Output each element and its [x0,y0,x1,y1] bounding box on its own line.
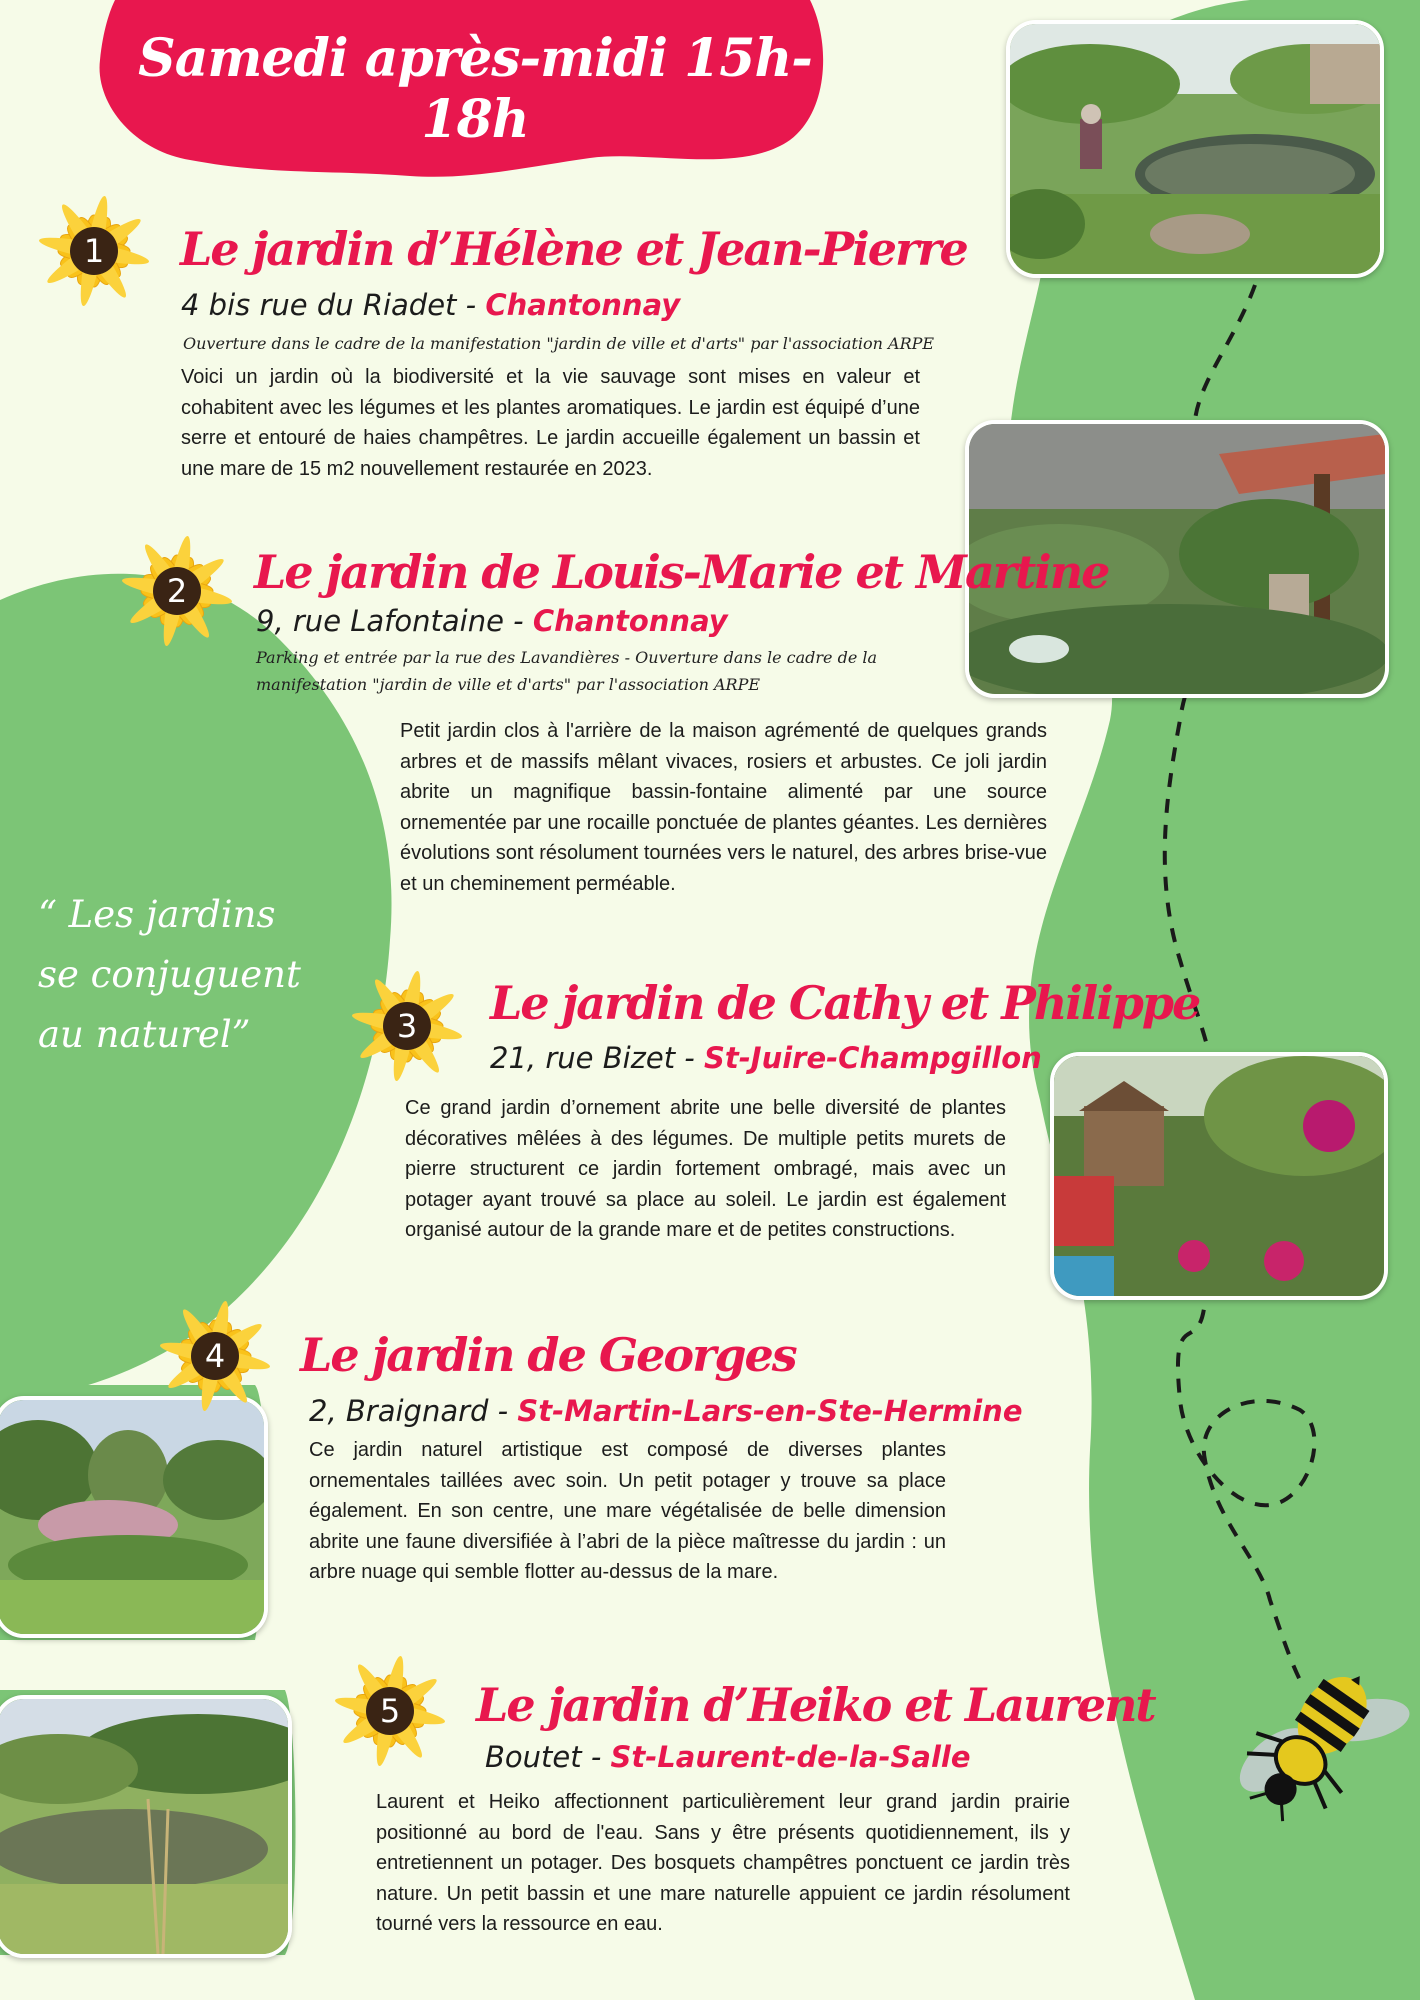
garden-town: St-Martin-Lars-en-Ste-Hermine [517,1394,1023,1428]
garden-street: 21, rue Bizet - [490,1041,704,1075]
garden-note: Ouverture dans le cadre de la manifestation "jardin de ville et d'arts" par l'association ARPE [183,334,935,353]
garden-number: 4 [204,1337,226,1375]
garden-town: St-Laurent-de-la-Salle [610,1740,971,1774]
garden-description: Ce jardin naturel artistique est composé de diverses plantes ornementales taillées avec soin. Un petit potager y trouve sa place également. En son centre, une mare végétalisée de belle dimension abrite une faune diversifiée à l’abri de la pièce maîtresse du jardin : un arbre nuage qui semble flotter au-dessus de la mare. [309,1439,946,1583]
bee-icon [1215,1650,1415,1830]
quote-line: se conjuguent [38,953,301,996]
sunflower-icon [336,955,478,1097]
garden-title: Le jardin de Georges [300,1328,796,1382]
garden-title: Le jardin d’Heiko et Laurent [476,1678,1155,1732]
garden-4-photo [0,1396,268,1638]
garden-description: Voici un jardin où la biodiversité et la vie sauvage sont mises en valeur et cohabitent avec les légumes et les plantes aromatiques. Le jardin est équipé d’une serre et entouré de haies champêtres. Le jardin accueille également un bassin et une mare de 15 m2 nouvellement restaurée en 2023. [181,366,920,480]
garden-description: Laurent et Heiko affectionnent particulièrement leur grand jardin prairie positionné au bord de l'eau. Sans y être présents quotidiennement, ils y entretiennent un potager. Des bosquets champêtres ponctuent ce jardin très nature. Un petit bassin et une mare naturelle appuient ce jardin résolument tourné vers la ressource en eau. [376,1791,1070,1935]
garden-description: Petit jardin clos à l'arrière de la maison agrémenté de quelques grands arbres et de massifs mêlant vivaces, rosiers et arbustes. Ce joli jardin abrite un magnifique bassin-fontaine alimenté par une source ornementée par une rocaille ponctuée de plantes géantes. Les dernières évolutions sont résolument tournées vers le naturel, des arbres brise-vue et un cheminement perméable. [400,720,1047,895]
garden-title: Le jardin d’Hélène et Jean-Pierre [180,222,967,276]
garden-number: 2 [166,572,188,610]
quote-line: “ Les jardins [38,893,276,936]
garden-address [181,288,680,322]
garden-number: 3 [396,1007,418,1045]
sunflower-icon [106,520,248,662]
garden-number: 5 [379,1692,401,1730]
garden-address [485,1740,971,1774]
garden-town: Chantonnay [485,288,681,322]
garden-town: Chantonnay [532,604,728,638]
garden-title: Le jardin de Louis-Marie et Martine [254,545,1109,599]
quote-line: au naturel” [38,1013,251,1056]
garden-street: 4 bis rue du Riadet - [181,288,486,322]
garden-title: Le jardin de Cathy et Philippe [490,976,1200,1030]
sunflower-icon [23,180,165,322]
quote [38,885,301,1065]
garden-description: Ce grand jardin d’ornement abrite une belle diversité de plantes décoratives mêlées à des légumes. De multiple petits murets de pierre structurent ce jardin fortement ombragé, mais avec un potager ayant trouvé sa place au soleil. Le jardin est également organisé autour de la grande mare et de petites constructions. [405,1097,1006,1241]
garden-note: Parking et entrée par la rue des Lavandières - Ouverture dans le cadre de la manifestation "jardin de ville et d'arts" par l'association ARPE [256,648,878,694]
page-title: Samedi après-midi 15h-18h [138,28,812,150]
garden-town: St-Juire-Champgillon [704,1041,1042,1075]
sunflower-icon [319,1640,461,1782]
garden-address [309,1394,1023,1428]
garden-3-photo [1050,1052,1388,1300]
garden-address [490,1041,1042,1075]
garden-number: 1 [83,232,105,270]
garden-street: 9, rue Lafontaine - [256,604,533,638]
sunflower-icon [144,1285,286,1427]
garden-street: 2, Braignard - [309,1394,518,1428]
garden-street: Boutet - [485,1740,611,1774]
garden-1-photo [1006,20,1384,278]
garden-address [256,604,728,638]
garden-5-photo [0,1695,292,1958]
